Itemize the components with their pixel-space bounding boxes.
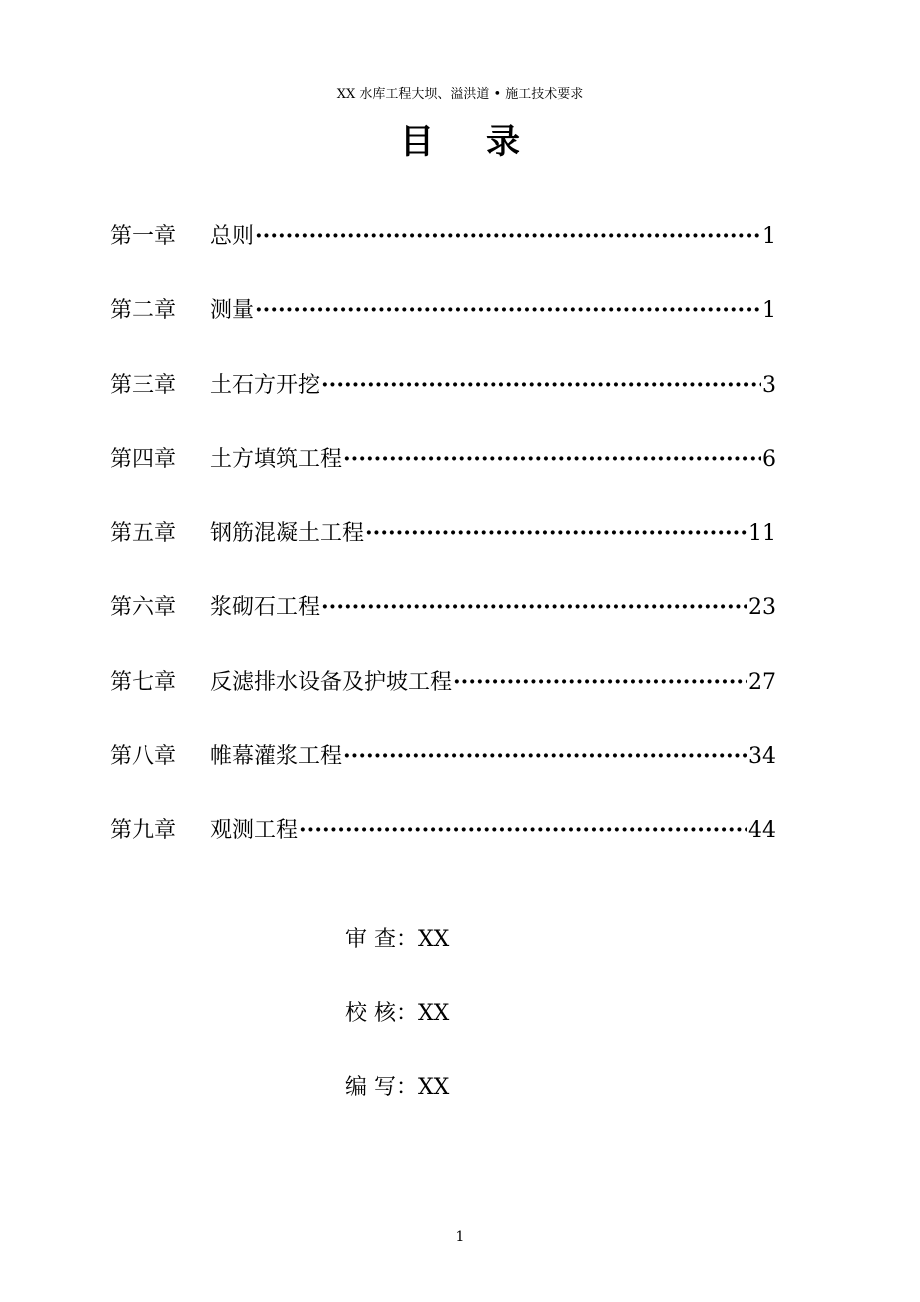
toc-chapter: 第三章 <box>110 372 177 398</box>
toc-entry <box>110 288 776 362</box>
toc-dot-leader <box>453 660 747 704</box>
signoff-block <box>345 918 449 1140</box>
toc-chapter: 第八章 <box>110 743 177 769</box>
toc-page-number: 3 <box>762 372 776 398</box>
toc-chapter: 第七章 <box>110 669 177 695</box>
toc-chapter: 第二章 <box>110 298 177 324</box>
toc-dot-leader <box>321 585 747 629</box>
toc-chapter: 第四章 <box>110 446 177 472</box>
toc-title: 测量 <box>210 298 255 324</box>
toc-chapter: 第九章 <box>110 818 177 843</box>
toc-entry <box>110 363 776 437</box>
toc-entry <box>110 734 776 808</box>
toc-title: 观测工程 <box>210 818 299 843</box>
toc-page-number: 27 <box>748 669 776 695</box>
table-of-contents <box>110 214 776 882</box>
toc-dot-leader <box>255 214 761 258</box>
toc-dot-leader <box>321 363 761 407</box>
toc-entry <box>110 437 776 511</box>
page-title: 目录 <box>400 122 572 162</box>
toc-title: 反滤排水设备及护坡工程 <box>210 669 453 695</box>
reviewer-line: 审 查：XX <box>345 927 450 952</box>
toc-title: 土方填筑工程 <box>210 446 343 472</box>
toc-dot-leader <box>365 511 747 555</box>
toc-dot-leader <box>343 437 761 481</box>
page-number: 1 <box>455 1229 465 1245</box>
running-header: XX 水库工程大坝、溢洪道 • 施工技术要求 <box>336 87 584 102</box>
toc-entry <box>110 511 776 585</box>
toc-dot-leader <box>299 808 747 852</box>
toc-entry <box>110 585 776 659</box>
toc-chapter: 第一章 <box>110 224 177 249</box>
toc-dot-leader <box>255 288 761 332</box>
toc-title: 总则 <box>210 224 255 249</box>
toc-page-number: 1 <box>762 224 776 249</box>
toc-page-number: 23 <box>748 595 776 621</box>
toc-page-number: 34 <box>748 743 776 769</box>
toc-entry <box>110 660 776 734</box>
toc-entry <box>110 214 776 288</box>
toc-entry <box>110 808 776 882</box>
checker-line: 校 核：XX <box>345 1001 450 1026</box>
toc-dot-leader <box>343 734 747 778</box>
author-line: 编 写：XX <box>345 1075 450 1100</box>
toc-page-number: 11 <box>748 521 776 546</box>
toc-title: 钢筋混凝土工程 <box>210 521 365 546</box>
toc-title: 帷幕灌浆工程 <box>210 743 343 769</box>
toc-title: 浆砌石工程 <box>210 595 321 621</box>
toc-page-number: 6 <box>762 446 776 472</box>
toc-chapter: 第五章 <box>110 521 177 546</box>
toc-page-number: 44 <box>748 818 776 843</box>
toc-title: 土石方开挖 <box>210 372 321 398</box>
toc-page-number: 1 <box>762 298 776 324</box>
toc-chapter: 第六章 <box>110 595 177 621</box>
